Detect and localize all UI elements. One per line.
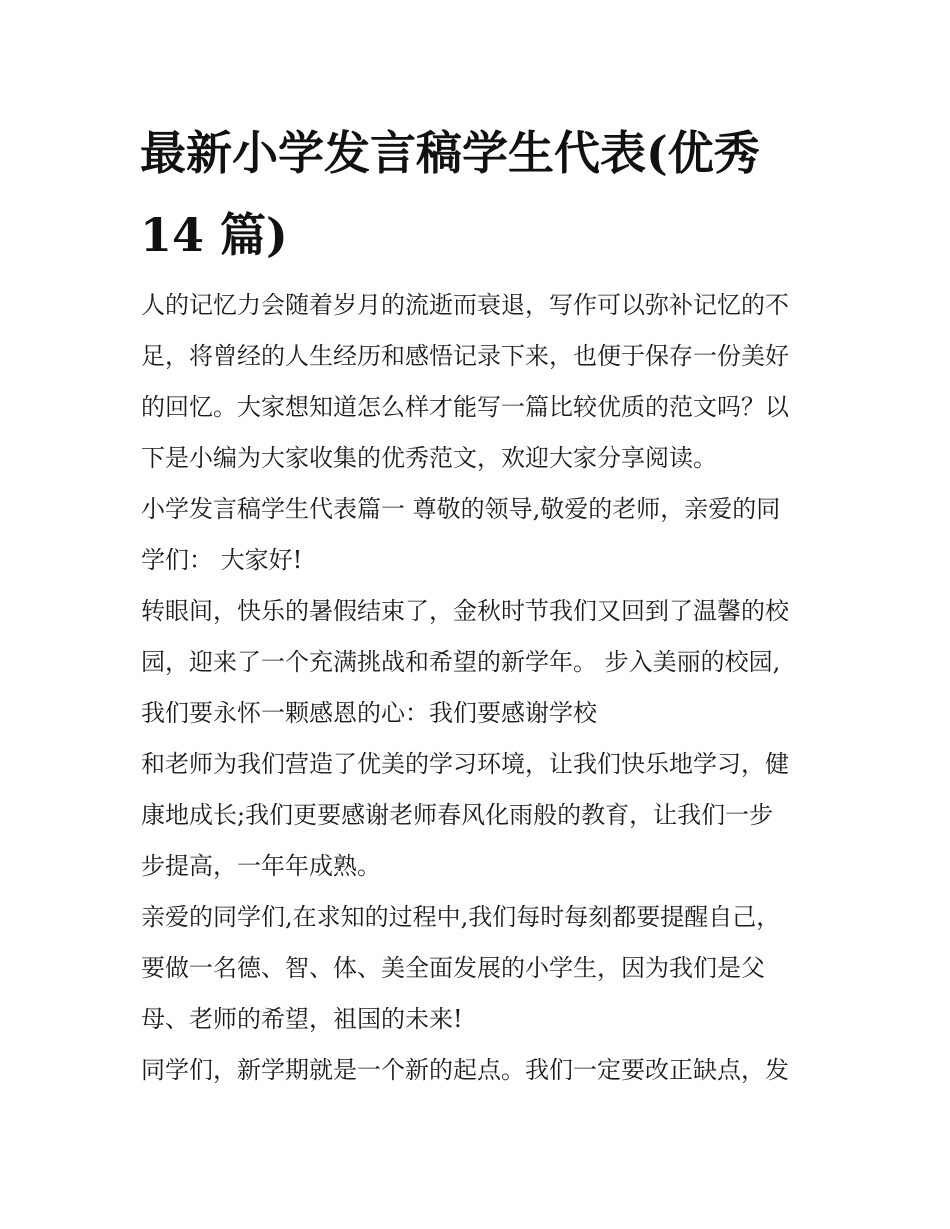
document-title: [140, 112, 820, 276]
text-line: 小学发言稿学生代表篇一 尊敬的领导,敬爱的老师，亲爱的同: [141, 495, 781, 523]
text-line: 转眼间，快乐的暑假结束了，金秋时节我们又回到了温馨的校: [141, 597, 789, 625]
paragraph: [141, 586, 821, 739]
title-line: 最新小学发言稿学生代表(优秀: [140, 126, 760, 180]
title-line: 14 篇): [140, 208, 288, 262]
text-line: 康地成长;我们更要感谢老师春风化雨般的教育，让我们一步: [141, 801, 774, 829]
text-line: 要做一名德、智、体、美全面发展的小学生，因为我们是父: [141, 954, 765, 982]
paragraph: [141, 280, 821, 484]
paragraph: [141, 1045, 821, 1096]
document-body: [141, 280, 821, 1096]
text-line: 人的记忆力会随着岁月的流逝而衰退，写作可以弥补记忆的不: [141, 291, 789, 319]
paragraph: [141, 739, 821, 892]
text-line: 母、老师的希望，祖国的未来!: [141, 1005, 463, 1033]
text-line: 我们要永怀一颗感恩的心：我们要感谢学校: [141, 699, 597, 727]
text-line: 园，迎来了一个充满挑战和希望的新学年。 步入美丽的校园,: [141, 648, 781, 676]
text-line: 的回忆。大家想知道怎么样才能写一篇比较优质的范文吗？以: [141, 393, 789, 421]
paragraph: [141, 892, 821, 1045]
text-line: 步提高，一年年成熟。: [141, 852, 381, 880]
text-line: 学们： 大家好!: [141, 546, 303, 574]
text-line: 足，将曾经的人生经历和感悟记录下来，也便于保存一份美好: [141, 342, 789, 370]
text-line: 下是小编为大家收集的优秀范文，欢迎大家分享阅读。: [141, 444, 717, 472]
text-line: 和老师为我们营造了优美的学习环境，让我们快乐地学习，健: [141, 750, 789, 778]
text-line: 亲爱的同学们,在求知的过程中,我们每时每刻都要提醒自己，: [141, 903, 781, 931]
text-line: 同学们，新学期就是一个新的起点。我们一定要改正缺点，发: [141, 1056, 789, 1084]
paragraph: [141, 484, 821, 586]
